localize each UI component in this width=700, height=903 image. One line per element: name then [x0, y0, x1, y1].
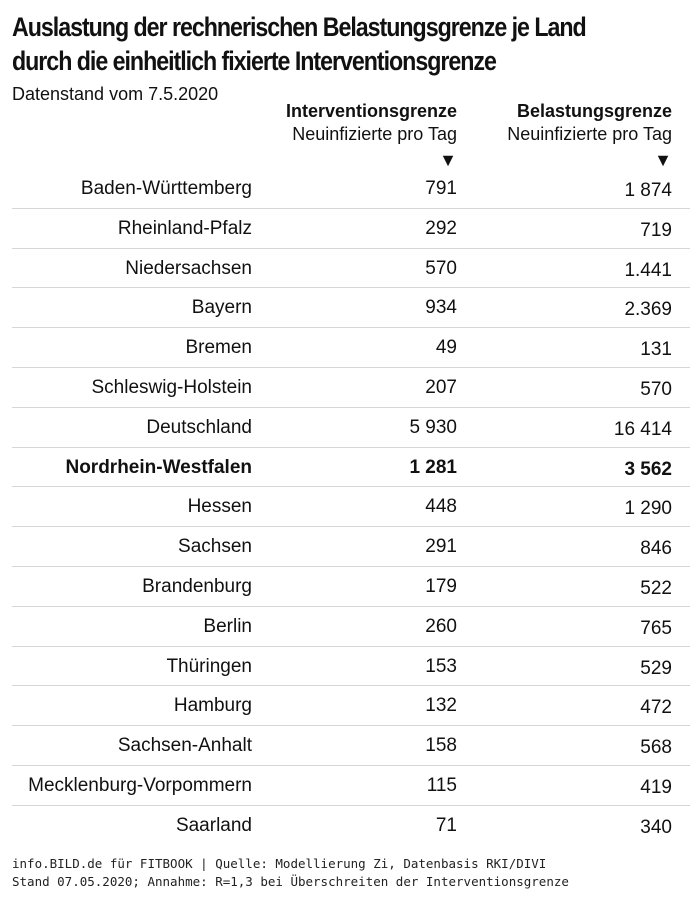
table-row — [12, 805, 690, 845]
table-row — [12, 725, 690, 766]
belastungsgrenze-value: 1 874 — [624, 180, 672, 201]
belastungsgrenze-value: 16 414 — [613, 418, 672, 440]
belastungsgrenze-value: 570 — [640, 379, 672, 400]
state-name: Deutschland — [146, 416, 252, 438]
state-name: Bremen — [185, 337, 252, 359]
state-name: Schleswig-Holstein — [91, 377, 252, 398]
column-title: Belastungsgrenze — [516, 101, 672, 121]
interventionsgrenze-value: 291 — [425, 536, 457, 558]
interventionsgrenze-value: 115 — [426, 775, 457, 796]
interventionsgrenze-value: 158 — [425, 735, 457, 757]
belastungsgrenze-value: 2.369 — [624, 299, 672, 321]
column-subtitle: Neuinfizierte pro Tag — [507, 124, 672, 144]
belastungsgrenze-value: 340 — [640, 816, 672, 838]
interventionsgrenze-value: 292 — [425, 217, 457, 239]
table-row — [12, 566, 690, 607]
triangle-down-icon: ▼ — [439, 150, 457, 170]
date-note: Datenstand vom 7.5.2020 — [12, 84, 219, 104]
state-name: Rheinland-Pfalz — [117, 217, 252, 239]
column-header-belastungsgrenze — [507, 100, 672, 174]
belastungsgrenze-value: 719 — [640, 219, 672, 241]
state-name: Brandenburg — [142, 576, 252, 597]
state-name: Bayern — [191, 297, 252, 319]
state-name: Sachsen — [178, 536, 252, 558]
table-row — [12, 407, 690, 448]
title-line-1: Auslastung der rechnerischen Belastungsgrenze je Land — [12, 12, 586, 42]
interventionsgrenze-value: 71 — [435, 814, 457, 836]
column-title: Interventionsgrenze — [285, 101, 457, 121]
chart-title — [12, 10, 602, 78]
table-row — [12, 168, 690, 209]
table-row — [12, 287, 690, 328]
belastungsgrenze-value: 3 562 — [624, 458, 672, 480]
interventionsgrenze-value: 132 — [425, 695, 457, 717]
interventionsgrenze-value: 260 — [425, 615, 457, 637]
state-name: Saarland — [175, 814, 252, 836]
interventionsgrenze-value: 791 — [425, 178, 457, 199]
belastungsgrenze-value: 529 — [640, 657, 672, 679]
table-row — [12, 526, 690, 567]
belastungsgrenze-value: 846 — [640, 538, 672, 560]
interventionsgrenze-value: 179 — [425, 576, 457, 597]
column-header-interventionsgrenze — [286, 100, 457, 174]
interventionsgrenze-value: 448 — [425, 496, 457, 518]
interventionsgrenze-value: 1 281 — [409, 456, 457, 478]
state-name: Hessen — [187, 496, 252, 518]
state-name: Baden-Württemberg — [80, 178, 252, 199]
state-name: Niedersachsen — [125, 257, 252, 279]
belastungsgrenze-value: 1.441 — [624, 259, 672, 281]
belastungsgrenze-value: 765 — [640, 617, 672, 639]
table-row — [12, 765, 690, 806]
state-name: Hamburg — [173, 695, 252, 717]
table-row — [12, 447, 690, 488]
interventionsgrenze-value: 49 — [435, 337, 457, 359]
interventionsgrenze-value: 934 — [425, 297, 457, 319]
table-row — [12, 685, 690, 726]
source-note: info.BILD.de für FITBOOK | Quelle: Modellierung Zi, Datenbasis RKI/DIVI — [12, 856, 547, 871]
column-subtitle: Neuinfizierte pro Tag — [292, 124, 457, 144]
state-name: Mecklenburg-Vorpommern — [28, 775, 252, 796]
belastungsgrenze-value: 1 290 — [624, 498, 672, 520]
belastungsgrenze-value: 131 — [640, 339, 672, 361]
table-row — [12, 248, 690, 289]
belastungsgrenze-value: 522 — [640, 578, 672, 599]
interventionsgrenze-value: 153 — [425, 655, 457, 677]
belastungsgrenze-value: 568 — [640, 737, 672, 759]
triangle-down-icon: ▼ — [654, 150, 672, 170]
table-row — [12, 208, 690, 249]
state-name: Berlin — [203, 615, 252, 637]
belastungsgrenze-value: 472 — [640, 697, 672, 719]
interventionsgrenze-value: 5 930 — [409, 416, 457, 438]
table-row — [12, 486, 690, 527]
footer — [12, 855, 569, 891]
interventionsgrenze-value: 570 — [425, 257, 457, 279]
title-line-2: durch die einheitlich fixierte Interventionsgrenze — [12, 46, 496, 76]
assumption-note: Stand 07.05.2020; Annahme: R=1,3 bei Überschreiten der Interventionsgrenze — [12, 874, 569, 889]
table-row — [12, 606, 690, 647]
state-name: Sachsen-Anhalt — [117, 735, 252, 757]
table-row — [12, 367, 690, 408]
table-row — [12, 327, 690, 368]
state-name: Thüringen — [166, 655, 252, 677]
state-name: Nordrhein-Westfalen — [65, 456, 252, 478]
interventionsgrenze-value: 207 — [425, 377, 457, 398]
belastungsgrenze-value: 419 — [640, 777, 672, 798]
table-row — [12, 646, 690, 687]
